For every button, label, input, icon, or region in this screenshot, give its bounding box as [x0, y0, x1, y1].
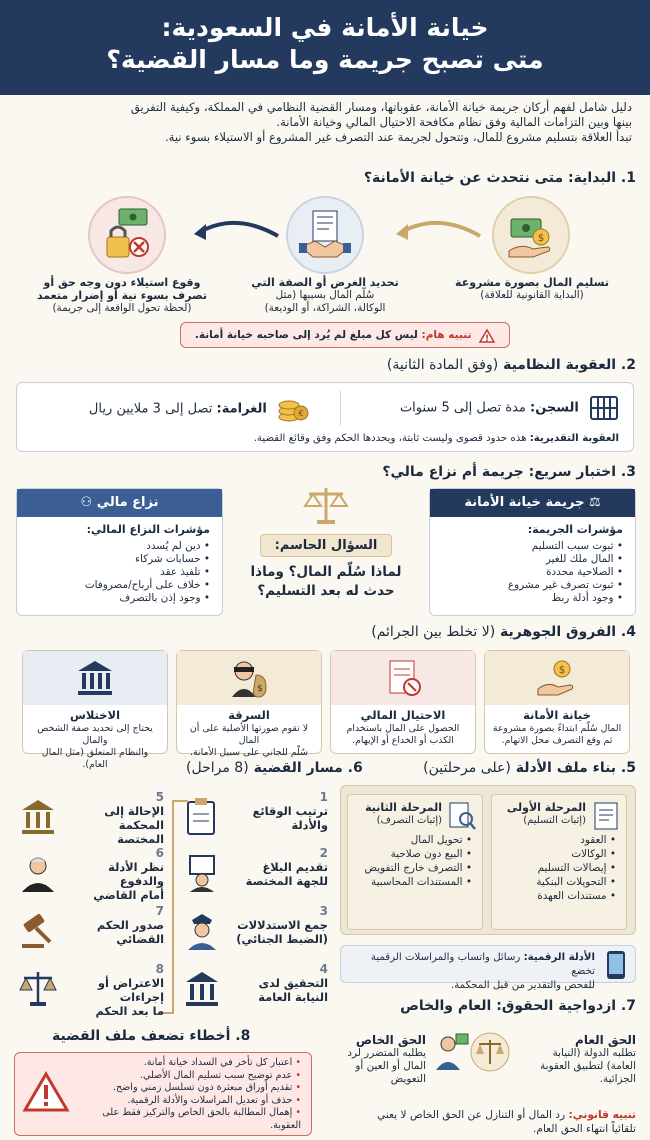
report-submit-icon: [182, 852, 222, 892]
svg-text:$: $: [257, 684, 263, 694]
step-caption-3: وقوع استيلاء دون وجه حق أو تصرف بسوء نية أو إضرار متعمد (لحظة تحول الواقعة إلى جريمة): [36, 276, 208, 314]
list-item: • وجود أدلة ربط: [438, 592, 623, 605]
step-circle-1: [492, 196, 570, 274]
list-item: • ثبوت تصرف غير مشروع: [438, 579, 623, 592]
warning-icon: [23, 1071, 69, 1113]
warning-label: تنبيه هام:: [421, 329, 472, 341]
prison-bars-icon: [589, 395, 619, 421]
title-line-1: خيانة الأمانة في السعودية:: [161, 13, 489, 42]
list-item: • العقود: [496, 833, 616, 847]
dispute-indicators-title: مؤشرات النزاع المالي:: [86, 523, 210, 536]
government-building-icon: [74, 657, 116, 699]
gavel-icon: [18, 910, 58, 950]
discretionary-note: العقوبة التقديرية: هذه حدود قصوى وليست ثابتة، ويحددها الحكم وفق وقائع القضية.: [253, 433, 619, 444]
section-1-title: 1. البداية: متى نتحدث عن خيانة الأمانة؟: [363, 170, 636, 186]
list-item: • حسابات شركاء: [25, 553, 210, 566]
penalty-box: [16, 382, 634, 452]
step-caption-2: تحديد الغرض أو الصفة التي سُلّم المال بسببها (مثل الوكالة، الشراكة، أو الوديعة): [251, 276, 399, 314]
diff-card-theft: $ السرقة لا تقوم صورتها الأصلية على أن المال سُلّم للجاني على سبيل الأمانة.: [176, 650, 322, 754]
svg-text:$: $: [558, 665, 566, 676]
document-icon: [592, 801, 620, 831]
dispute-indicators-list: [17, 536, 222, 605]
fine-penalty: € الغرامة: تصل إلى 3 ملايين ريال: [89, 395, 309, 423]
court-building-icon: [18, 796, 58, 836]
path-step-8: 8 الاعتراض أو إجراءات ما بعد الحكم: [16, 964, 164, 1014]
phase-2-folder: المرحلة الثانية (إثبات التصرف) • تحويل المال • البيع دون صلاحية • التصرف خارج التفويض • المستندات المحاسبية: [347, 794, 483, 930]
diff-card-breach-of-trust: $ خيانة الأمانة المال سُلّم ابتداءً بصورة مشروعة ثم وقع التصرف محل الاتهام.: [484, 650, 630, 754]
public-right: الحق العام تطلبه الدولة (النيابة العامة) لتطبيق العقوبة الجزائية.: [540, 1033, 636, 1085]
step-circle-2: [286, 196, 364, 274]
thief-icon: [228, 657, 270, 699]
svg-text:€: €: [298, 409, 304, 418]
penalty-divider: [340, 391, 341, 425]
list-item: • التحويلات البنكية: [496, 875, 616, 889]
judge-icon: [18, 852, 58, 892]
list-item: • عدم توضيح سبب تسليم المال الأصلي.: [75, 1070, 301, 1083]
warning-text: ليس كل مبلغ لم يُرد إلى صاحبه خيانة أمانة.: [194, 329, 418, 341]
list-item: • اعتبار كل تأخر في السداد خيانة أمانة.: [75, 1057, 301, 1070]
coins-icon: [277, 395, 309, 423]
hand-coin-icon: [536, 657, 578, 699]
path-step-4: 4 التحقيق لدى النيابة العامة: [180, 964, 328, 1014]
path-step-2: 2 تقديم البلاغ للجهة المختصة: [180, 848, 328, 898]
private-right: الحق الخاص يطلبه المتضرر لرد المال أو العين أو التعويض: [347, 1033, 426, 1085]
step-circle-3: [88, 196, 166, 274]
list-item: • تلفيذ عقد: [25, 566, 210, 579]
svg-text:$: $: [537, 233, 545, 244]
section-3-title: 3. اختبار سريع: جريمة أم نزاع مالي؟: [382, 464, 636, 480]
list-item: • تقديم أوراق مبعثرة دون تسلسل زمني واضح.: [75, 1082, 301, 1095]
magnifier-document-icon: [448, 801, 476, 831]
prison-penalty: السجن: مدة تصل إلى 5 سنوات: [400, 395, 619, 421]
path-step-3: 3 جمع الاستدلالات (الضبط الجنائي): [180, 906, 328, 956]
path-connector: [172, 800, 174, 1014]
diff-card-embezzlement: الاختلاس يحتاج إلى تحديد صفة الشخص والمال والنظام المتعلق (مثل المال العام).: [22, 650, 168, 754]
section-2-title: 2. العقوبة النظامية (وفق المادة الثانية): [386, 357, 636, 373]
section-5-title: 5. بناء ملف الأدلة (على مرحلتين): [423, 760, 636, 776]
public-right-scales-icon: [470, 1032, 510, 1072]
list-item: • خلاف على أرباح/مصروفات: [25, 579, 210, 592]
crime-card-header: ⚖ جريمة خيانة الأمانة: [430, 489, 635, 517]
path-step-5: 5 الإحالة إلى المحكمة المختصة: [16, 792, 164, 842]
intro-line-3: تبدأ العلاقة بتسليم مشروع للمال، وتتحول لجريمة عند التصرف غير المشروع أو الاستيلاء بسوء نية.: [164, 130, 632, 144]
section-6-title: 6. مسار القضية (8 مراحل): [186, 760, 363, 776]
handshake-contract-icon: [297, 207, 353, 263]
fraud-document-icon: [382, 657, 424, 699]
dispute-card-header: نزاع مالي ⚇: [17, 489, 222, 517]
gavel-icon: ⚖: [584, 495, 601, 510]
phone-icon: [605, 950, 627, 980]
warning-icon: [479, 328, 495, 342]
arrow-left-icon: [190, 214, 282, 244]
thief-lock-icon: [99, 207, 155, 263]
question-line-2: حدث له بعد التسليم؟: [257, 583, 395, 599]
police-officer-icon: [182, 910, 222, 950]
hand-money-icon: [503, 207, 559, 263]
decisive-question: [247, 484, 405, 601]
legal-notice: تنبيه قانوني: رد المال أو التنازل عن الحق الخاص لا يعني تلقائياً انتهاء الحق العام.: [377, 1109, 636, 1135]
person-money-icon: [436, 1032, 470, 1072]
important-warning: [180, 322, 510, 348]
question-line-1: لماذا سُلّم المال؟ وماذا: [250, 564, 402, 580]
intro-line-1: دليل شامل لفهم أركان جريمة خيانة الأمانة، عقوباتها، ومسار القضية النظامي في المملكة، وكيفية التفريق: [130, 100, 632, 114]
list-item: • مستندات العهدة: [496, 889, 616, 903]
list-item: • وجود إذن بالتصرف: [25, 592, 210, 605]
clipboard-icon: [182, 796, 222, 836]
list-item: • ثبوت سبب التسليم: [438, 540, 623, 553]
intro-line-2: بينها وبين التزامات المالية وفق نظام مكافحة الاحتيال المالي وخيانة الأمانة.: [276, 115, 632, 129]
path-step-6: 6 نظر الأدلة والدفوع أمام القاضي: [16, 848, 164, 898]
list-item: • دين لم يُسدد: [25, 540, 210, 553]
list-item: • المال ملك للغير: [438, 553, 623, 566]
people-icon: ⚇: [80, 495, 97, 510]
path-step-1: 1 ترتيب الوقائع والأدلة: [180, 792, 328, 842]
list-item: • تحويل المال: [352, 833, 472, 847]
list-item: • البيع دون صلاحية: [352, 847, 472, 861]
digital-evidence-note: الأدلة الرقمية: رسائل واتساب والمراسلات الرقمية تخضع للفحص والتقدير من قبل المحكمة.: [340, 945, 636, 983]
crime-indicators-list: [430, 536, 635, 605]
crime-card: [429, 488, 636, 616]
list-item: • إهمال المطالبة بالحق الخاص والتركيز فقط على العقوبة.: [75, 1107, 301, 1132]
dispute-card: [16, 488, 223, 616]
step-caption-1: تسليم المال بصورة مشروعة (البداية القانونية للعلاقة): [455, 276, 609, 301]
section-8-title: 8. أخطاء تضعف ملف القضية: [52, 1028, 251, 1044]
list-item: • حذف أو تعديل المراسلات والأدلة الرقمية.: [75, 1095, 301, 1108]
list-item: • المستندات المحاسبية: [352, 875, 472, 889]
list-item: • الصلاحية محددة: [438, 566, 623, 579]
intro-text: [20, 100, 632, 145]
section-4-title: 4. الفروق الجوهرية (لا تخلط بين الجرائم): [371, 624, 636, 640]
section-7-title: 7. ازدواجية الحقوق: العام والخاص: [400, 998, 636, 1014]
scales-icon: [303, 484, 349, 526]
phase-1-folder: المرحلة الأولى (إثبات التسليم) • العقود • الوكالات • إيصالات التسليم • التحويلات البنكية • مستندات العهدة: [491, 794, 627, 930]
scales-icon: [18, 968, 58, 1008]
prosecution-building-icon: [182, 968, 222, 1008]
list-item: • إيصالات التسليم: [496, 861, 616, 875]
page-header: [0, 0, 650, 95]
list-item: • الوكالات: [496, 847, 616, 861]
diff-card-fraud: الاحتيال المالي الحصول على المال باستخدام الكذب أو الخداع أو الإيهام.: [330, 650, 476, 754]
list-item: • التصرف خارج التفويض: [352, 861, 472, 875]
path-step-7: 7 صدور الحكم القضائي: [16, 906, 164, 956]
mistakes-box: [14, 1052, 312, 1136]
title-line-2: متى تصبح جريمة وما مسار القضية؟: [106, 45, 544, 74]
page-title: [0, 0, 650, 76]
evidence-file: [340, 785, 636, 935]
question-label: السؤال الحاسم:: [260, 534, 393, 557]
svg-text:!: !: [485, 334, 490, 344]
crime-indicators-title: مؤشرات الجريمة:: [527, 523, 623, 536]
arrow-left-icon: [392, 214, 484, 244]
